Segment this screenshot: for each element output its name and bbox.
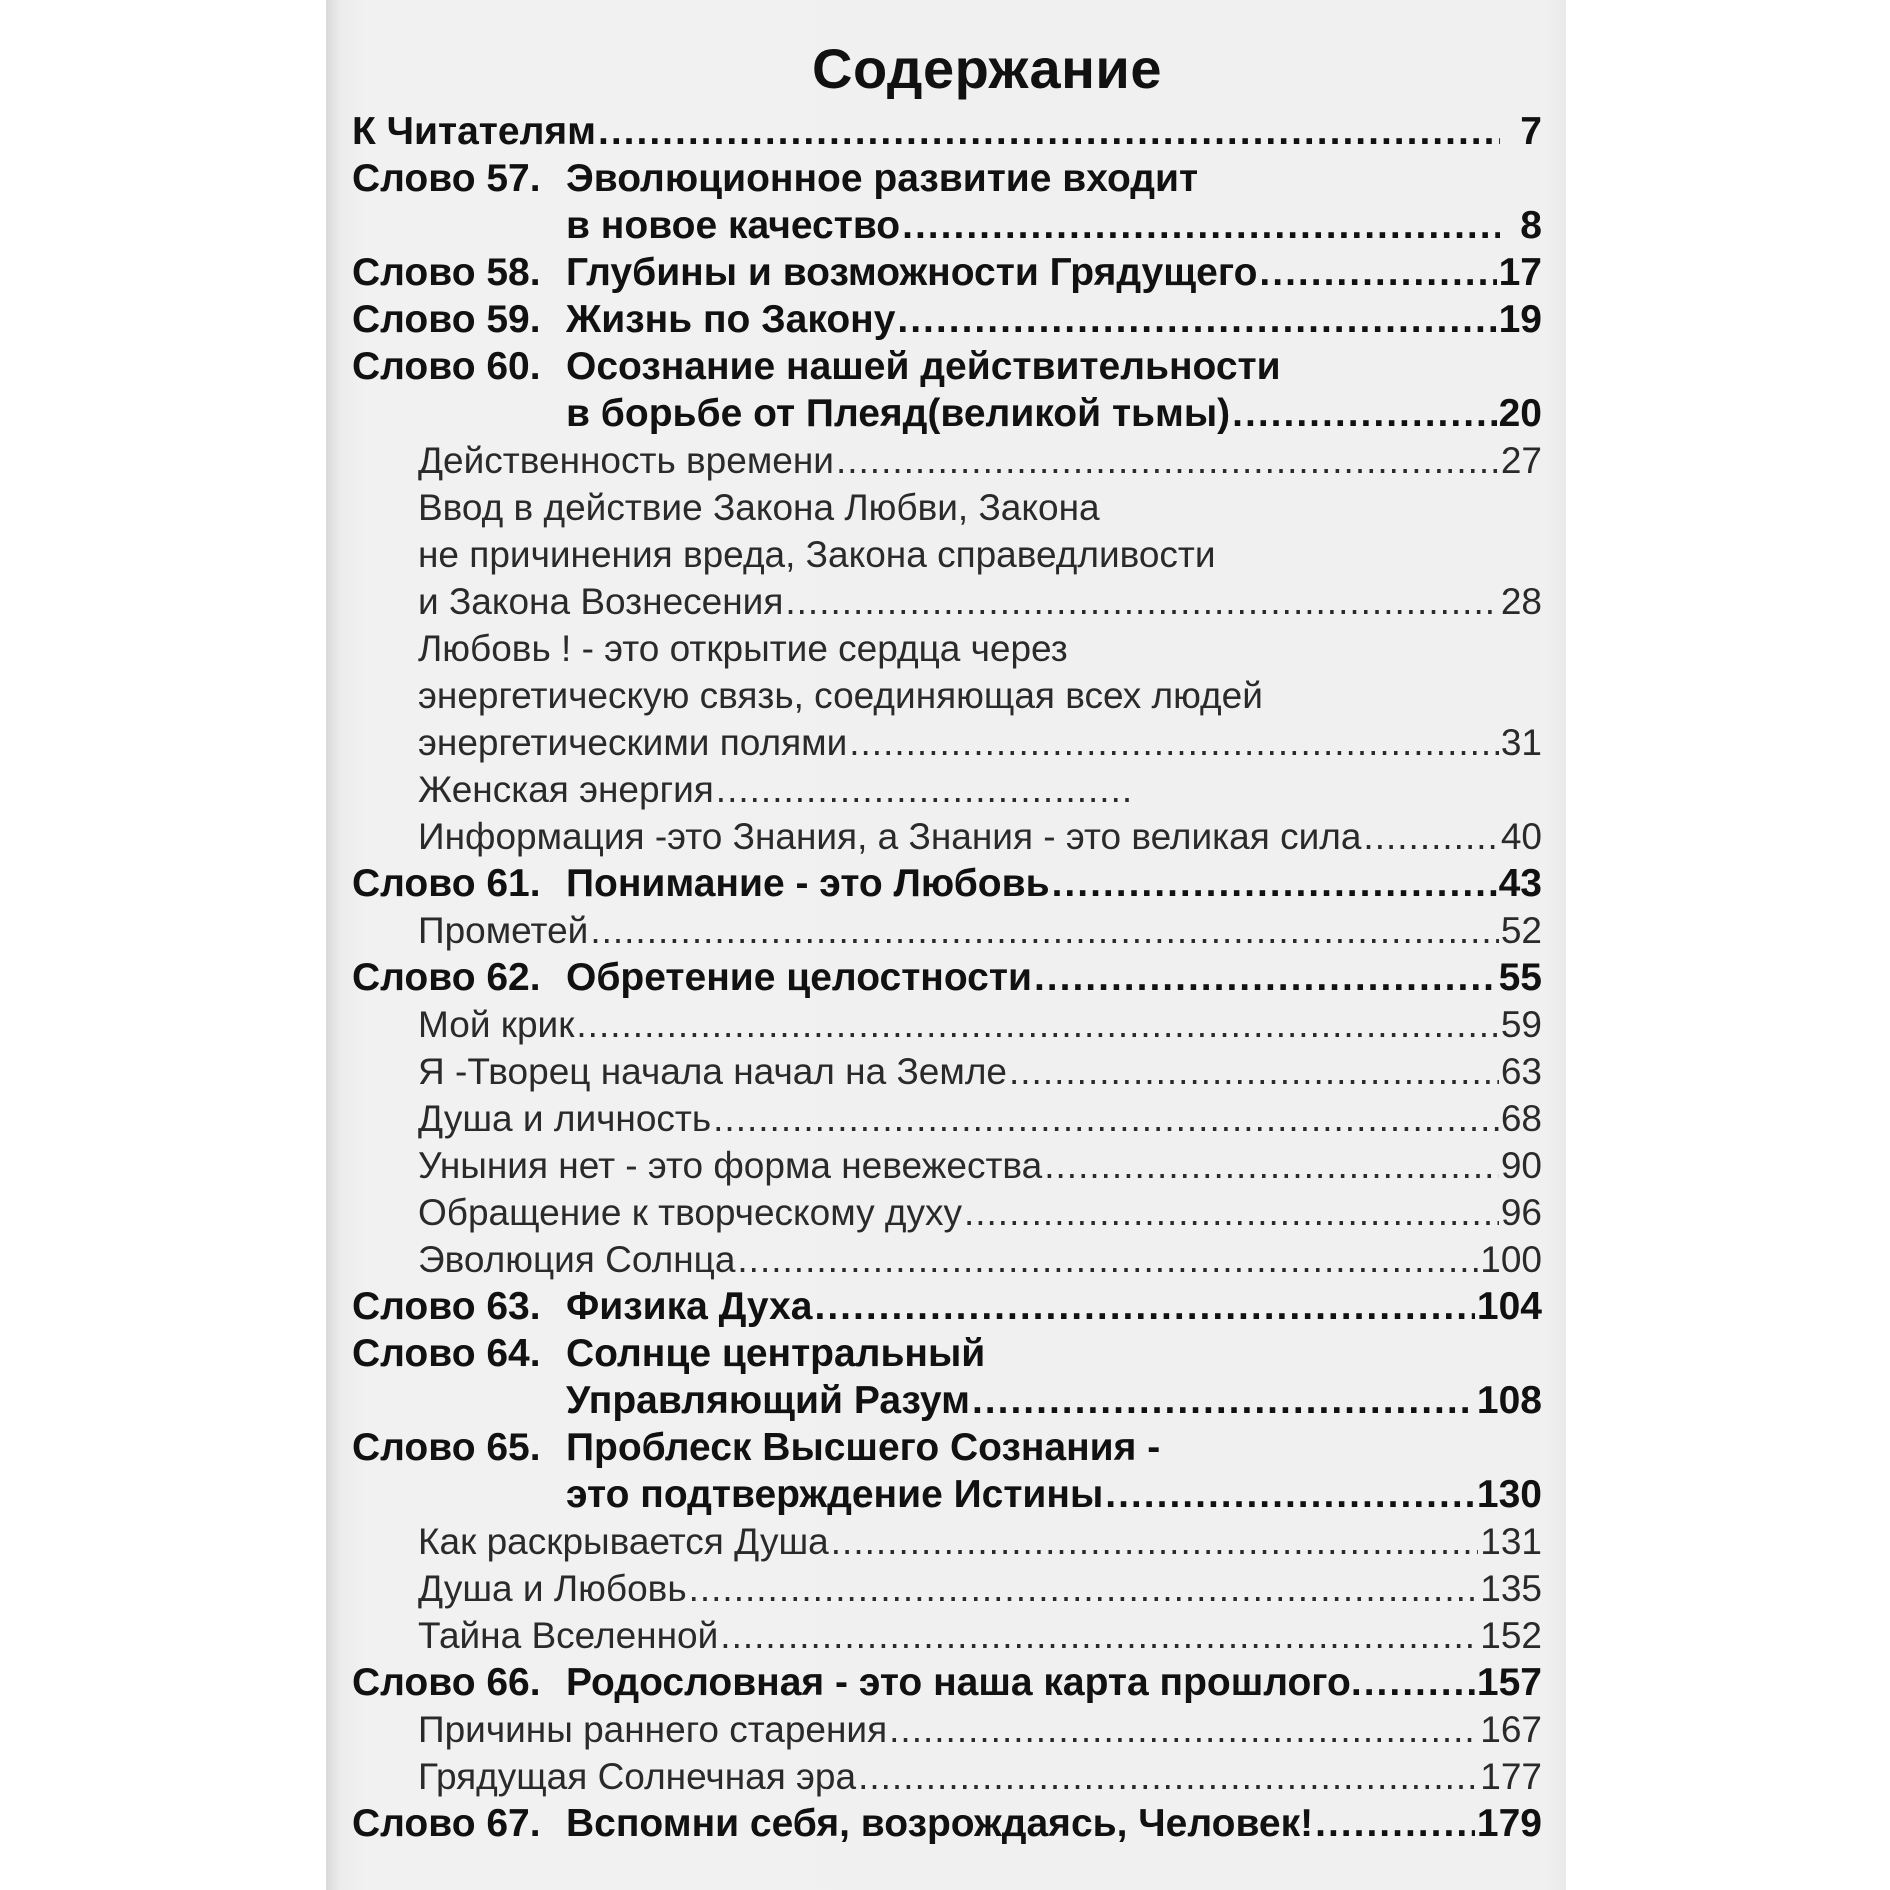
- dot-leader: [598, 108, 1500, 155]
- toc-entry: [352, 155, 1542, 202]
- toc-entry-title: Жизнь по Закону: [566, 298, 896, 341]
- toc-page-number: 108: [1476, 1379, 1542, 1422]
- toc-entry-number: Слово 61.: [352, 862, 541, 905]
- toc-entry-title: энергетическую связь, соединяющая всех людей: [418, 675, 1263, 716]
- dot-leader: [849, 719, 1499, 766]
- toc-entry: [352, 1659, 1542, 1706]
- toc-entry: [352, 249, 1542, 296]
- toc-entry-title: Глубины и возможности Грядущего: [566, 251, 1258, 294]
- toc-page-number: 130: [1476, 1473, 1542, 1516]
- toc-entry-number: Слово 57.: [352, 157, 541, 200]
- toc-entry: [352, 1612, 1542, 1659]
- dot-leader: [814, 1283, 1474, 1330]
- toc-page-number: 7: [1520, 110, 1542, 153]
- toc-entry-title: Как раскрывается Душа: [418, 1521, 829, 1562]
- dot-leader: [590, 907, 1499, 954]
- toc-entry: [352, 531, 1542, 578]
- toc-page-number: 104: [1476, 1285, 1542, 1328]
- dot-leader: [836, 437, 1499, 484]
- toc-entry: [352, 1706, 1542, 1753]
- toc-entry-title: К Читателям: [352, 110, 596, 153]
- toc-entry: [352, 1377, 1542, 1424]
- dot-leader: [1009, 1048, 1499, 1095]
- dot-leader: [1364, 1659, 1475, 1706]
- toc-entry-title: Мой крик: [418, 1004, 575, 1045]
- toc-entry-number: Слово 58.: [352, 251, 541, 294]
- toc-entry-number: Слово 62.: [352, 956, 541, 999]
- dot-leader: [689, 1565, 1479, 1612]
- toc-entry: [352, 296, 1542, 343]
- toc-entry: [352, 1236, 1542, 1283]
- toc-entry: [352, 1800, 1542, 1847]
- toc-entry: [352, 437, 1542, 484]
- toc-entry-title: Действенность времени: [418, 440, 834, 481]
- toc-entry-title: не причинения вреда, Закона справедливости: [418, 534, 1216, 575]
- dot-leader: [785, 578, 1498, 625]
- toc-entry-number: Слово 64.: [352, 1332, 541, 1375]
- toc-entry: [352, 1048, 1542, 1095]
- dot-leader: [576, 1001, 1498, 1048]
- toc-entry-title: Женская энергия: [418, 769, 714, 810]
- toc-page-number: 52: [1500, 910, 1542, 951]
- dot-leader: [737, 1236, 1478, 1283]
- dot-leader: [1363, 813, 1498, 860]
- dot-leader: [964, 1189, 1499, 1236]
- toc-entry: [352, 1142, 1542, 1189]
- toc-entry-title: Тайна Вселенной: [418, 1615, 719, 1656]
- toc-entry-number: Слово 66.: [352, 1661, 541, 1704]
- dot-leader: [897, 296, 1496, 343]
- toc-page-number: 131: [1480, 1521, 1542, 1562]
- toc-entry: [352, 1283, 1542, 1330]
- toc-page-number: 68: [1500, 1098, 1542, 1139]
- toc-entry-title: Уныния нет - это форма невежества: [418, 1145, 1043, 1186]
- toc-entry-title: Солнце центральный: [566, 1332, 986, 1375]
- toc-entry-title: в новое качество: [566, 204, 901, 247]
- dot-leader: [858, 1753, 1478, 1800]
- toc-entry: [352, 578, 1542, 625]
- toc-entry-title: энергетическими полями: [418, 722, 848, 763]
- toc-entry-title: Эволюция Солнца: [418, 1239, 736, 1280]
- toc-entries: [352, 108, 1542, 1847]
- toc-entry: [352, 719, 1542, 766]
- dot-leader: [1315, 1800, 1475, 1847]
- dot-leader: [1052, 860, 1497, 907]
- toc-entry: [352, 907, 1542, 954]
- toc-page-number: 152: [1480, 1615, 1542, 1656]
- toc-entry-title: Любовь ! - это открытие сердца через: [418, 628, 1068, 669]
- toc-entry: [352, 1189, 1542, 1236]
- dot-leader: [716, 766, 1136, 813]
- toc-entry-title: и Закона Вознесения: [418, 581, 784, 622]
- toc-entry: [352, 1095, 1542, 1142]
- toc-entry-title: Проблеск Высшего Сознания -: [566, 1426, 1161, 1469]
- dot-leader: [1044, 1142, 1499, 1189]
- toc-page-number: 177: [1480, 1756, 1542, 1797]
- toc-entry-title: Грядущая Солнечная эра: [418, 1756, 857, 1797]
- toc-entry-title: Прометей: [418, 910, 589, 951]
- toc-entry-title: в борьбе от Плеяд(великой тьмы): [566, 392, 1231, 435]
- dot-leader: [1232, 390, 1496, 437]
- toc-entry: [352, 1753, 1542, 1800]
- toc-entry-title: Обращение к творческому духу: [418, 1192, 962, 1233]
- toc-page-number: 167: [1480, 1709, 1542, 1750]
- toc-entry-number: Слово 63.: [352, 1285, 541, 1328]
- page-title: Содержание: [812, 37, 1162, 100]
- toc-entry-number: Слово 67.: [352, 1802, 541, 1845]
- toc-entry: [352, 860, 1542, 907]
- toc-page-number: 100: [1480, 1239, 1542, 1280]
- toc-entry-title: это подтверждение Истины: [566, 1473, 1104, 1516]
- toc-page-number: 27: [1500, 440, 1542, 481]
- toc-entry: [352, 672, 1542, 719]
- toc-entry: [352, 108, 1542, 155]
- toc-page-number: 20: [1498, 392, 1542, 435]
- toc-entry-title: Обретение целостности: [566, 956, 1032, 999]
- toc-entry: [352, 1565, 1542, 1612]
- toc-entry: [352, 484, 1542, 531]
- toc-entry-title: Управляющий Разум: [566, 1379, 970, 1422]
- toc-entry: [352, 1471, 1542, 1518]
- dot-leader: [1259, 249, 1496, 296]
- dot-leader: [713, 1095, 1499, 1142]
- toc-entry-title: Причины раннего старения: [418, 1709, 888, 1750]
- toc-entry-title: Вспомни себя, возрождаясь, Человек!: [566, 1802, 1314, 1845]
- toc-entry: [352, 1424, 1542, 1471]
- toc-page-number: 63: [1500, 1051, 1542, 1092]
- toc-page-number: 135: [1480, 1568, 1542, 1609]
- toc-entry-number: Слово 65.: [352, 1426, 541, 1469]
- dot-leader: [1034, 954, 1497, 1001]
- toc-page-number: 28: [1500, 581, 1542, 622]
- toc-page-number: 179: [1476, 1802, 1542, 1845]
- toc-entry-title: Душа и личность: [418, 1098, 712, 1139]
- toc-entry: [352, 1001, 1542, 1048]
- toc-entry-title: Информация -это Знания, а Знания - это великая сила: [418, 816, 1362, 857]
- toc-page-number: 43: [1498, 862, 1542, 905]
- toc-page-number: 90: [1500, 1145, 1542, 1186]
- toc-entry: [352, 813, 1542, 860]
- toc-entry-title: Физика Духа: [566, 1285, 813, 1328]
- toc-entry-title: Родословная - это наша карта прошлого.: [566, 1661, 1362, 1704]
- toc-page-number: 40: [1500, 816, 1542, 857]
- dot-leader: [902, 202, 1500, 249]
- dot-leader: [831, 1518, 1479, 1565]
- toc-entry-title: Эволюционное развитие входит: [566, 157, 1199, 200]
- toc-page-number: 55: [1498, 956, 1542, 999]
- toc-entry: [352, 625, 1542, 672]
- dot-leader: [889, 1706, 1478, 1753]
- toc-entry-title: Ввод в действие Закона Любви, Закона: [418, 487, 1100, 528]
- table-of-contents: [352, 30, 1542, 1847]
- toc-entry-title: Понимание - это Любовь: [566, 862, 1050, 905]
- toc-entry-number: Слово 60.: [352, 345, 541, 388]
- dot-leader: [720, 1612, 1478, 1659]
- toc-page-number: 96: [1500, 1192, 1542, 1233]
- toc-page-number: 17: [1498, 251, 1542, 294]
- toc-entry: [352, 343, 1542, 390]
- toc-entry-title: Осознание нашей действительности: [566, 345, 1281, 388]
- dot-leader: [1105, 1471, 1475, 1518]
- toc-page-number: 157: [1476, 1661, 1542, 1704]
- toc-page-number: 31: [1500, 722, 1542, 763]
- toc-entry: [352, 954, 1542, 1001]
- toc-page-number: 19: [1498, 298, 1542, 341]
- toc-entry: [352, 1518, 1542, 1565]
- toc-entry: [352, 1330, 1542, 1377]
- toc-entry-title: Я -Творец начала начал на Земле: [418, 1051, 1007, 1092]
- toc-entry-title: Душа и Любовь: [418, 1568, 687, 1609]
- dot-leader: [972, 1377, 1475, 1424]
- toc-page-number: 8: [1520, 204, 1542, 247]
- toc-entry: [352, 390, 1542, 437]
- toc-entry-number: Слово 59.: [352, 298, 541, 341]
- toc-page-number: 59: [1500, 1004, 1542, 1045]
- toc-entry: [352, 202, 1542, 249]
- toc-entry: [352, 766, 1542, 813]
